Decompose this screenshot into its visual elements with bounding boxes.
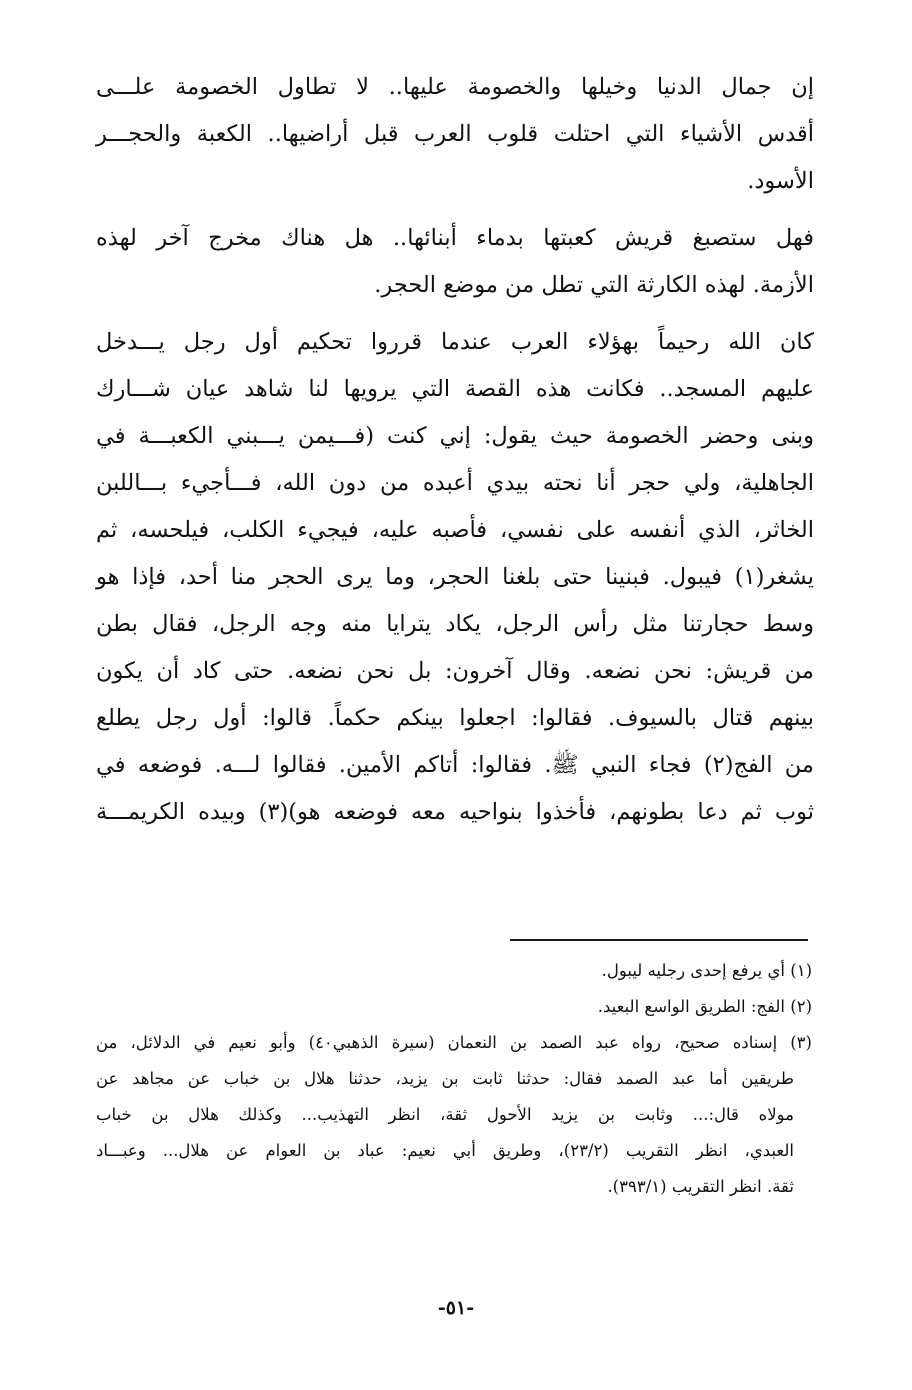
footnote-3 <box>96 1025 812 1205</box>
footnote-line: مولاه قال:... وثابت بن يزيد الأحول ثقة، انظر التهذيب... وكذلك هلال بن خباب <box>96 1105 794 1124</box>
footnote-1 <box>96 953 812 989</box>
text-line: عليهم المسجد.. فكانت هذه القصة التي يرويها لنا شاهد عيان شـــارك <box>96 376 814 402</box>
text-line: من قريش: نحن نضعه. وقال آخرون: بل نحن نضعه. حتى كاد أن يكون <box>96 658 814 684</box>
text-line: إن جمال الدنيا وخيلها والخصومة عليها.. لا تطاول الخصومة علـــى <box>96 74 814 100</box>
footnote-2 <box>96 989 812 1025</box>
text-line: وبنى وحضر الخصومة حيث يقول: إني كنت (فـــيمن يـــبني الكعبـــة في <box>96 423 814 449</box>
text-line: كان الله رحيماً بهؤلاء العرب عندما قرروا تحكيم أول رجل يـــدخل <box>96 329 814 355</box>
footnote-line: (٢) الفج: الطريق الواسع البعيد. <box>597 997 812 1016</box>
text-line: الأسود. <box>747 168 814 194</box>
footnotes <box>96 953 812 1205</box>
footnote-separator <box>510 939 808 941</box>
footnote-line: (٣) إسناده صحيح، رواه عبد الصمد بن النعمان (سيرة الذهبي٤٠) وأبو نعيم في الدلائل، من <box>96 1033 812 1052</box>
text-line: يشغر(١) فيبول. فبنينا حتى بلغنا الحجر، وما يرى الحجر منا أحد، فإذا هو <box>96 564 814 590</box>
text-line: وسط حجارتنا مثل رأس الرجل، يكاد يترايا منه وجه الرجل، فقال بطن <box>96 611 814 637</box>
paragraph-1 <box>96 64 814 205</box>
footnote-line: ثقة. انظر التقريب (٣٩٣/١). <box>607 1177 794 1196</box>
footnote-line: (١) أي يرفع إحدى رجليه ليبول. <box>601 961 812 980</box>
paragraph-2 <box>96 215 814 309</box>
text-line: أقدس الأشياء التي احتلت قلوب العرب قبل أراضيها.. الكعبة والحجـــر <box>96 121 814 147</box>
page-number: -٥١- <box>437 1297 475 1319</box>
text-line: من الفج(٢) فجاء النبي ﷺ. فقالوا: أتاكم الأمين. فقالوا لـــه. فوضعه في <box>96 752 814 778</box>
text-line: الجاهلية، ولي حجر أنا نحته بيدي أعبده من دون الله، فـــأجيء بـــاللبن <box>96 470 814 496</box>
main-text <box>96 64 814 846</box>
text-line: ثوب ثم دعا بطونهم، فأخذوا بنواحيه معه فوضعه هو)(٣) وبيده الكريمـــة <box>96 799 814 825</box>
footnote-line: طريقين أما عبد الصمد فقال: حدثنا ثابت بن يزيد، حدثنا هلال بن خباب عن مجاهد عن <box>96 1069 794 1088</box>
text-line: فهل ستصبغ قريش كعبتها بدماء أبنائها.. هل هناك مخرج آخر لهذه <box>96 225 814 251</box>
text-line: بينهم قتال بالسيوف. فقالوا: اجعلوا بينكم حكماً. قالوا: أول رجل يطلع <box>96 705 814 731</box>
text-line: الأزمة. لهذه الكارثة التي تطل من موضع الحجر. <box>374 272 814 298</box>
footnote-line: العبدي، انظر التقريب (٢٣/٢)، وطريق أبي نعيم: عباد بن العوام عن هلال... وعبـــاد <box>96 1141 794 1160</box>
paragraph-3 <box>96 319 814 836</box>
text-line: الخاثر، الذي أنفسه على نفسي، فأصبه عليه، فيجيء الكلب، فيلحسه، ثم <box>96 517 814 543</box>
